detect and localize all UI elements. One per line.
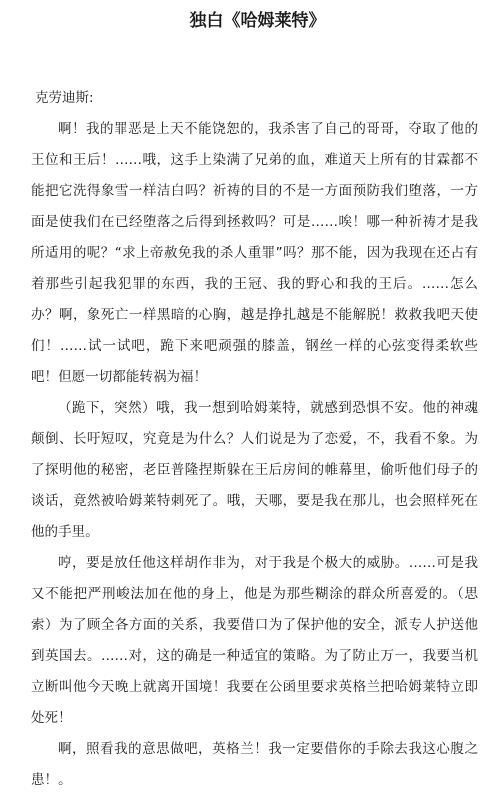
paragraph-2: （跪下，突然）哦，我一想到哈姆莱特，就感到恐惧不安。他的神魂颠倒、长吁短叹，究竟是为什么？人们说是为了恋爱，不，我看不象。为了探明他的秘密，老臣普隆捏斯躲在王后房间的帷幕里，偷听他们母子的谈话，竟然被哈姆莱特刺死了。哦，天哪，要是我在那儿，也会照样死在他的手里。: [31, 400, 478, 540]
paragraph-3: 哼，要是放任他这样胡作非为，对于我是个极大的威胁。……可是我又不能把严刑峻法加在他的身上，他是为那些糊涂的群众所喜爱的。（思索）为了顾全各方面的关系，我要借口为了保护他的安全，派专人护送他到英国去。……对，这的确是一种适宜的策略。为了防止万一，我要当机立断叫他今天晚上就离开国境！我要在公函里要求英格兰把哈姆莱特立即处死！: [31, 555, 478, 726]
paragraph-4: 啊，照看我的意思做吧，英格兰！我一定要借你的手除去我这心腹之患！。: [31, 741, 478, 788]
speaker-name: 克劳迪斯:: [35, 90, 94, 106]
page-title: 独白《哈姆莱特》: [189, 11, 326, 31]
paragraph-1: 啊！我的罪恶是上天不能饶恕的，我杀害了自己的哥哥，夺取了他的王位和王后！……哦，这手上染满了兄弟的血，难道天上所有的甘霖都不能把它洗得象雪一样洁白吗？祈祷的目的不是一方面预防我们堕落，一方面是使我们在已经堕落之后得到拯救吗？可是……唉！哪一种祈祷才是我所适用的呢？“求上帝赦免我的杀人重罪”吗？那不能，因为我现在还占有着那些引起我犯罪的东西，我的王冠、我的野心和我的王后。……怎么办？啊，象死亡一样黑暗的心胸，越是挣扎越是不能解脱！救救我吧天使们！……试一试吧，跪下来吧顽强的膝盖，钢丝一样的心弦变得柔软些吧！但愿一切都能转祸为福！: [31, 121, 478, 385]
